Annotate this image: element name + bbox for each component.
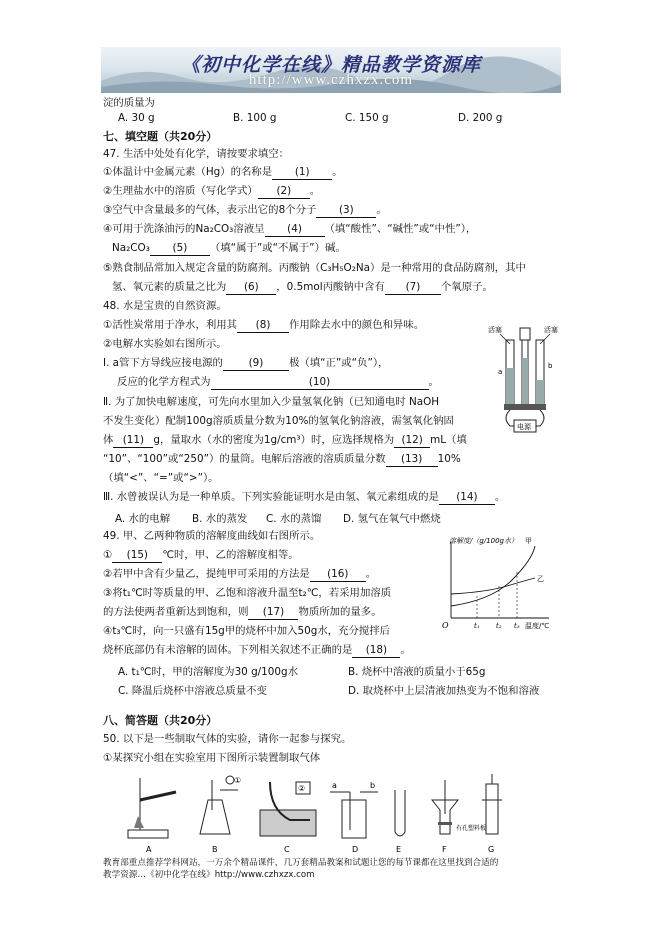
blank-10: (10)	[211, 376, 429, 390]
blank-2: (2)	[258, 185, 310, 199]
blank-1: (1)	[272, 166, 332, 180]
q49-stem: 49. 甲、乙两种物质的溶解度曲线如右图所示。	[103, 530, 321, 542]
blank-6: (6)	[226, 281, 276, 295]
label-d: D	[352, 845, 359, 854]
apparatus-e	[395, 790, 405, 836]
q49-line3b: 的方法使两者重新达到饱和，则 (17) 物质所加的量多。	[103, 606, 382, 618]
tube-a-label: a	[498, 368, 503, 376]
apparatus-f	[432, 780, 458, 834]
q46-option-b: B. 100 g	[233, 112, 277, 124]
label-c: C	[284, 845, 290, 854]
q47-line4b: Na₂CO₃ (5) （填“属于”或“不属于”）碱。	[112, 242, 346, 254]
q48-line10: Ⅲ. 水曾被误认为是一种单质。下列实验能证明水是由氢、氧元素组成的是 (14) 。	[103, 491, 506, 503]
q48-option-d: D. 氢气在氧气中燃烧	[343, 513, 441, 525]
tick-t1: t₁	[474, 622, 480, 630]
q48-line4: 反应的化学方程式为 (10) 。	[117, 376, 439, 388]
q47-line4: ④可用于洗涤油污的Na₂CO₃溶液呈 (4) （填“酸性”、“碱性”或“中性”），	[103, 223, 477, 235]
mark-b: b	[370, 781, 376, 790]
q49-line1: ① (15) ℃时，甲、乙的溶解度相等。	[103, 549, 299, 561]
section8-heading: 八、简答题（共20分）	[103, 714, 218, 727]
perforated-plate-label: 有孔塑料板	[456, 825, 487, 832]
q47-line3: ③空气中含量最多的气体，表示出它的8个分子 (3) 。	[103, 204, 387, 216]
label-f: F	[442, 845, 447, 854]
blank-9: (9)	[223, 357, 289, 371]
apparatus-a	[128, 778, 176, 838]
q48-option-a: A. 水的电解	[115, 513, 171, 525]
blank-13: (13)	[386, 453, 438, 467]
q49-option-c: C. 降温后烧杯中溶液总质量不变	[118, 685, 267, 697]
mark-a: a	[332, 781, 337, 790]
q48-option-b: B. 水的蒸发	[192, 513, 248, 525]
q48-line6: 不发生变化）配制100g溶质质量分数为10%的氢氧化钠溶液，需氢氧化钠固	[103, 415, 454, 427]
blank-18: (18)	[352, 644, 400, 658]
q48-line3: Ⅰ. a管下方导线应接电源的 (9) 极（填“正”或“负”），	[103, 357, 389, 369]
q50-stem: 50. 以下是一些制取气体的实验，请你一起参与探究。	[103, 733, 352, 745]
blank-12: (12)	[394, 434, 430, 448]
gas-apparatus-figure	[120, 770, 520, 856]
q48-line7: 体 (11) g，量取水（水的密度为1g/cm³）时，应选择规格为 (12) mL（填	[103, 434, 467, 446]
tick-t2: t₂	[496, 622, 502, 630]
footer-line-2: 教学资源…《初中化学在线》http://www.czhxzx.com	[103, 870, 315, 880]
q48-option-c: C. 水的蒸馏	[266, 513, 322, 525]
page-footer	[103, 857, 563, 881]
label-a: A	[146, 845, 152, 854]
q49-option-d: D. 取烧杯中上层清液加热变为不饱和溶液	[348, 685, 540, 697]
q47-stem: 47. 生活中处处有化学，请按要求填空：	[103, 148, 290, 160]
label-g: G	[488, 845, 495, 854]
q47-line2: ②生理盐水中的溶质（写化学式） (2) 。	[103, 185, 321, 197]
q50-line1: ①某探究小组在实验室用下图所示装置制取气体	[103, 752, 321, 764]
q49-line3: ③将t₁℃时等质量的甲、乙饱和溶液升温至t₂℃，若采用加溶质	[103, 587, 392, 599]
tick-t3: t₃	[514, 622, 520, 630]
header-banner	[101, 47, 561, 93]
blank-5: (5)	[150, 242, 210, 256]
q49-line4: ④t₃℃时，向一只盛有15g甲的烧杯中加入50g水，充分搅拌后	[103, 625, 391, 637]
q46-stem-tail: 淀的质量为	[103, 97, 155, 109]
origin-label: O	[442, 621, 449, 630]
x-axis-label: 温度/℃	[525, 622, 550, 630]
q46-option-d: D. 200 g	[458, 112, 503, 124]
apparatus-d	[330, 792, 378, 838]
banner-url: http://www.czhxzx.com	[248, 72, 414, 88]
q49-line4b: 烧杯底部仍有未溶解的固体。下列相关叙述不正确的是 (18) 。	[103, 644, 411, 656]
blank-3: (3)	[316, 204, 376, 218]
q47-line5: ⑤熟食制品常加入规定含量的防腐剂。丙酸钠（C₃H₅O₂Na）是一种常用的食品防腐剂，其中	[103, 262, 526, 274]
label-e: E	[396, 845, 402, 854]
series-jia-label: 甲	[525, 537, 532, 545]
solubility-curve-figure	[437, 534, 563, 634]
y-axis-label: 溶解度/（g/100g水）	[449, 537, 518, 545]
q48-line2: ②电解水实验如右图所示。	[103, 338, 227, 350]
mark-2: ②	[298, 784, 306, 793]
blank-7: (7)	[385, 281, 441, 295]
section7-heading: 七、填空题（共20分）	[103, 130, 218, 143]
q46-option-a: A. 30 g	[118, 112, 155, 124]
blank-4: (4)	[265, 223, 325, 237]
blank-17: (17)	[248, 606, 298, 620]
q47-line5b: 氢、氧元素的质量之比为 (6) ，0.5mol丙酸钠中含有 (7) 个氧原子。	[112, 281, 493, 293]
q48-line9: （填“<”、“=”或“>”）。	[103, 472, 219, 484]
q49-option-a: A. t₁℃时，甲的溶解度为30 g/100g水	[118, 666, 299, 678]
q46-option-c: C. 150 g	[345, 112, 389, 124]
q47-line1: ①体温计中金属元素（Hg）的名称是 (1) 。	[103, 166, 343, 178]
q48-stem: 48. 水是宝贵的自然资源。	[103, 300, 227, 312]
apparatus-c	[260, 782, 316, 836]
q49-line2: ②若甲中含有少量乙，提纯甲可采用的方法是 (16) 。	[103, 568, 377, 580]
tube-b-label: b	[548, 362, 553, 370]
electrolysis-apparatus-figure	[480, 318, 570, 438]
power-supply-label: 电源	[517, 423, 531, 431]
apparatus-b	[200, 776, 238, 834]
blank-8: (8)	[237, 319, 289, 333]
blank-16: (16)	[310, 568, 366, 582]
blank-15: (15)	[112, 549, 162, 563]
banner-title: 《初中化学在线》精品教学资源库	[180, 54, 481, 76]
series-yi-label: 乙	[537, 575, 544, 583]
q49-option-b: B. 烧杯中溶液的质量小于65g	[348, 666, 486, 678]
mark-1: ①	[234, 776, 242, 785]
blank-14: (14)	[439, 491, 495, 505]
right-stopcock-label: 活塞	[544, 326, 558, 334]
left-stopcock-label: 活塞	[488, 326, 502, 334]
q48-line5: Ⅱ. 为了加快电解速度，可先向水里加入少量氢氧化钠（已知通电时 NaOH	[103, 396, 440, 408]
footer-line-1: 教育部重点推荐学科网站，一万余个精品课件，几万套精品教案和试题让您的每节课都在这里找到合适的	[103, 858, 499, 868]
label-b: B	[212, 845, 218, 854]
q48-line8: “10”、“100”或“250”）的量筒。电解后溶液的溶质质量分数 (13) 10%	[103, 453, 461, 465]
blank-11: (11)	[113, 434, 153, 448]
q48-line1: ①活性炭常用于净水，利用其 (8) 作用除去水中的颜色和异味。	[103, 319, 425, 331]
